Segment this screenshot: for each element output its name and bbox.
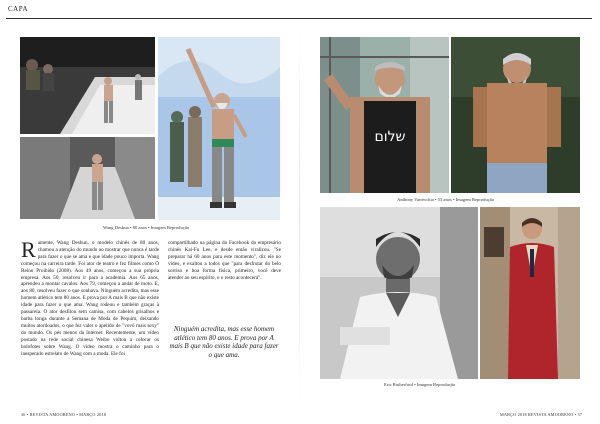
- runway-photo-walk: [20, 37, 155, 134]
- model-photo-white-shirt: [320, 207, 478, 379]
- runway-photo-portrait: [20, 137, 155, 219]
- left-photo-caption: Wang Deshun • 80 anos • Imagem Reprodução: [103, 225, 190, 230]
- article-text-col1: amente, Wang Deshun, o modelo chinês de 80 anos, chamou a atenção do mundo ao mostrar que nunca é tarde para fazer o que se ama e que idade pouco importa. Wang começou na carreira tarde. Foi ator de teatro e fez filmes como O Reino Proibido (2008). Aos 49 anos, começou a sua própria empresa. Aos 50, resolveu ir para a academia. Aos 65 anos, aprendeu a montar cavalos. Aos 79, começou a andar de moto. E, aos 80, resolveu fazer o que sonhava. Ninguém acredita, mas esse homem atlético tem 80 anos. E prova por A mais B que não existe idade para fazer o que ama. Wang rodeou e também graças à passarela. O ator desfilou sem camisa, com cabelos grisalhos e barba longa durante a Semana de Moda de Pequim, deixando muitos atordoados, o que fez valer o apelido de "vovô mais sexy" do mundo. Os pés menos da Internet. Recentemente, um vídeo postado na rede social chinesa Weibo voltou a colocar os holofotes sobre Wang. O vídeo mostra o caminho para o inesperado estrelato de Wang com a moda. Ele foi: [21, 240, 159, 357]
- model-photo-red-coat: [480, 207, 580, 379]
- shirt-text: שלום: [374, 129, 406, 145]
- section-label: CAPA: [8, 5, 29, 13]
- drop-cap: R: [21, 237, 36, 262]
- runway-photo-main: [158, 37, 280, 220]
- pull-quote: Ninguém acredita, mas esse homem atlético tem 80 anos. E prova por A mais B que não existe idade para fazer o que ama.: [169, 325, 279, 359]
- article-text-col2: compartilhado na página do Facebook do empresário chinês Kai-Fu Lee, e desde então viralizou. "Se preparar há 60 anos para este momento", diz ele no vídeo, e exaltou a todos que "para desfrutar do belo sorriso e boa forma física, primeiro, você deve atender ao seu espírito, e o resto acontecerá".: [168, 240, 281, 281]
- page-gutter: [299, 22, 300, 410]
- right-bottom-photo-caption: Eric Rutherford • Imagem Reprodução: [384, 382, 456, 387]
- model-photo-shirtless: [451, 37, 580, 193]
- header-rule: [6, 18, 592, 19]
- article-body-column-1: [21, 237, 159, 357]
- right-top-photo-caption: Anthony Varrecchia • 53 anos • Imagem Reprodução: [397, 197, 495, 202]
- left-page-footer: 36 • REVISTA AMOORENO • MARÇO 2018: [21, 412, 107, 417]
- model-photo-tanktop: [320, 37, 449, 193]
- article-body-column-2: [168, 240, 281, 281]
- right-page-footer: MARÇO 2018 REVISTA AMOORENO • 37: [500, 412, 583, 417]
